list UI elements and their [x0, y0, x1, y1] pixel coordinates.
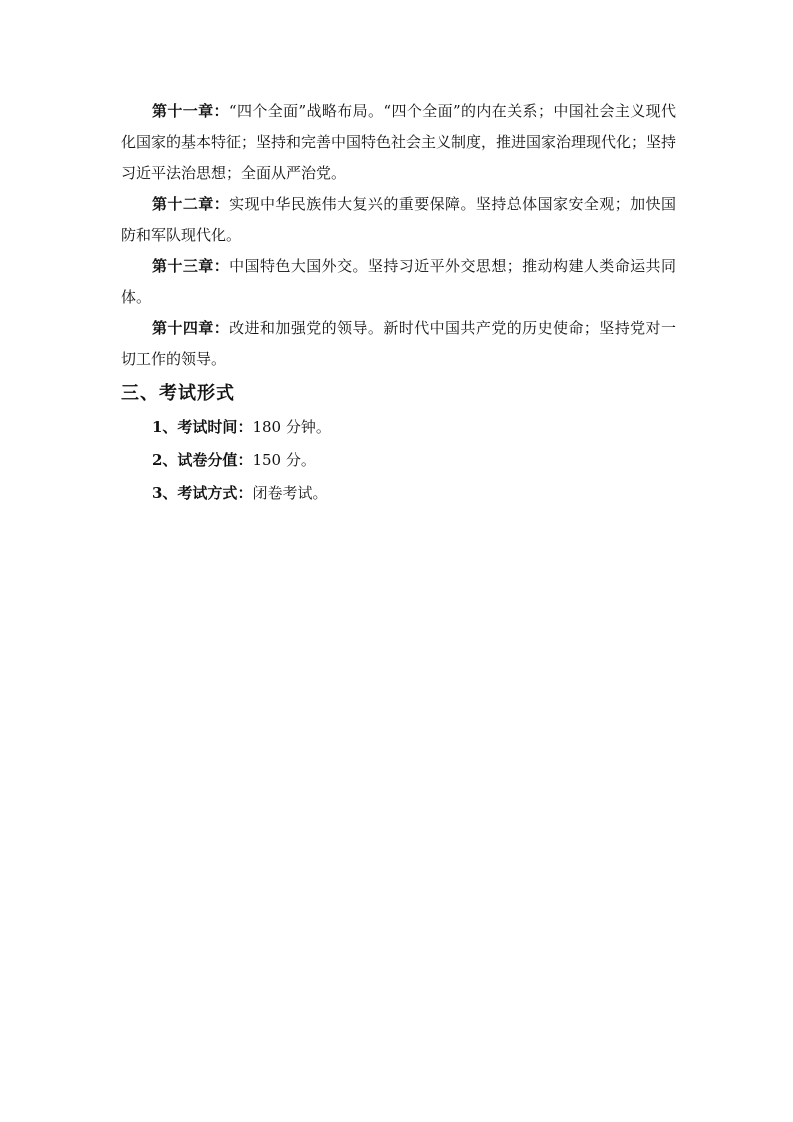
chapter-14-label: 第十四章：: [152, 319, 230, 337]
chapter-13-label: 第十三章：: [152, 257, 230, 275]
chapter-12-paragraph: [121, 189, 676, 251]
chapter-11-label: 第十一章：: [152, 102, 229, 120]
chapter-13-text: 中国特色大国外交。坚持习近平外交思想；推动构建人类命运共同体。: [121, 257, 676, 306]
exam-mode-label: 3、考试方式：: [152, 484, 253, 502]
exam-time-value: 180 分钟。: [252, 418, 331, 436]
chapter-12-text: 实现中华民族伟大复兴的重要保障。坚持总体国家安全观；加快国防和军队现代化。: [121, 195, 676, 244]
chapter-14-paragraph: [121, 313, 676, 375]
chapter-11-text: “四个全面”战略布局。“四个全面”的内在关系；中国社会主义现代化国家的基本特征；坚持和完善中国特色社会主义制度，推进国家治理现代化；坚持习近平法治思想；全面从严治党。: [121, 102, 677, 182]
chapter-11-paragraph: [121, 96, 676, 189]
exam-mode-value: 闭卷考试。: [252, 484, 328, 502]
exam-score-label: 2、试卷分值：: [152, 451, 253, 469]
page-content: [121, 96, 676, 510]
exam-format-heading: 三、考试形式: [121, 383, 235, 404]
exam-time-label: 1、考试时间：: [152, 418, 253, 436]
chapter-14-text: 改进和加强党的领导。新时代中国共产党的历史使命；坚持党对一切工作的领导。: [121, 319, 676, 368]
chapter-12-label: 第十二章：: [152, 195, 230, 213]
exam-score-item: [121, 444, 676, 477]
chapter-13-paragraph: [121, 251, 676, 313]
exam-score-value: 150 分。: [252, 451, 316, 469]
exam-mode-item: [121, 477, 676, 510]
exam-time-item: [121, 411, 676, 444]
